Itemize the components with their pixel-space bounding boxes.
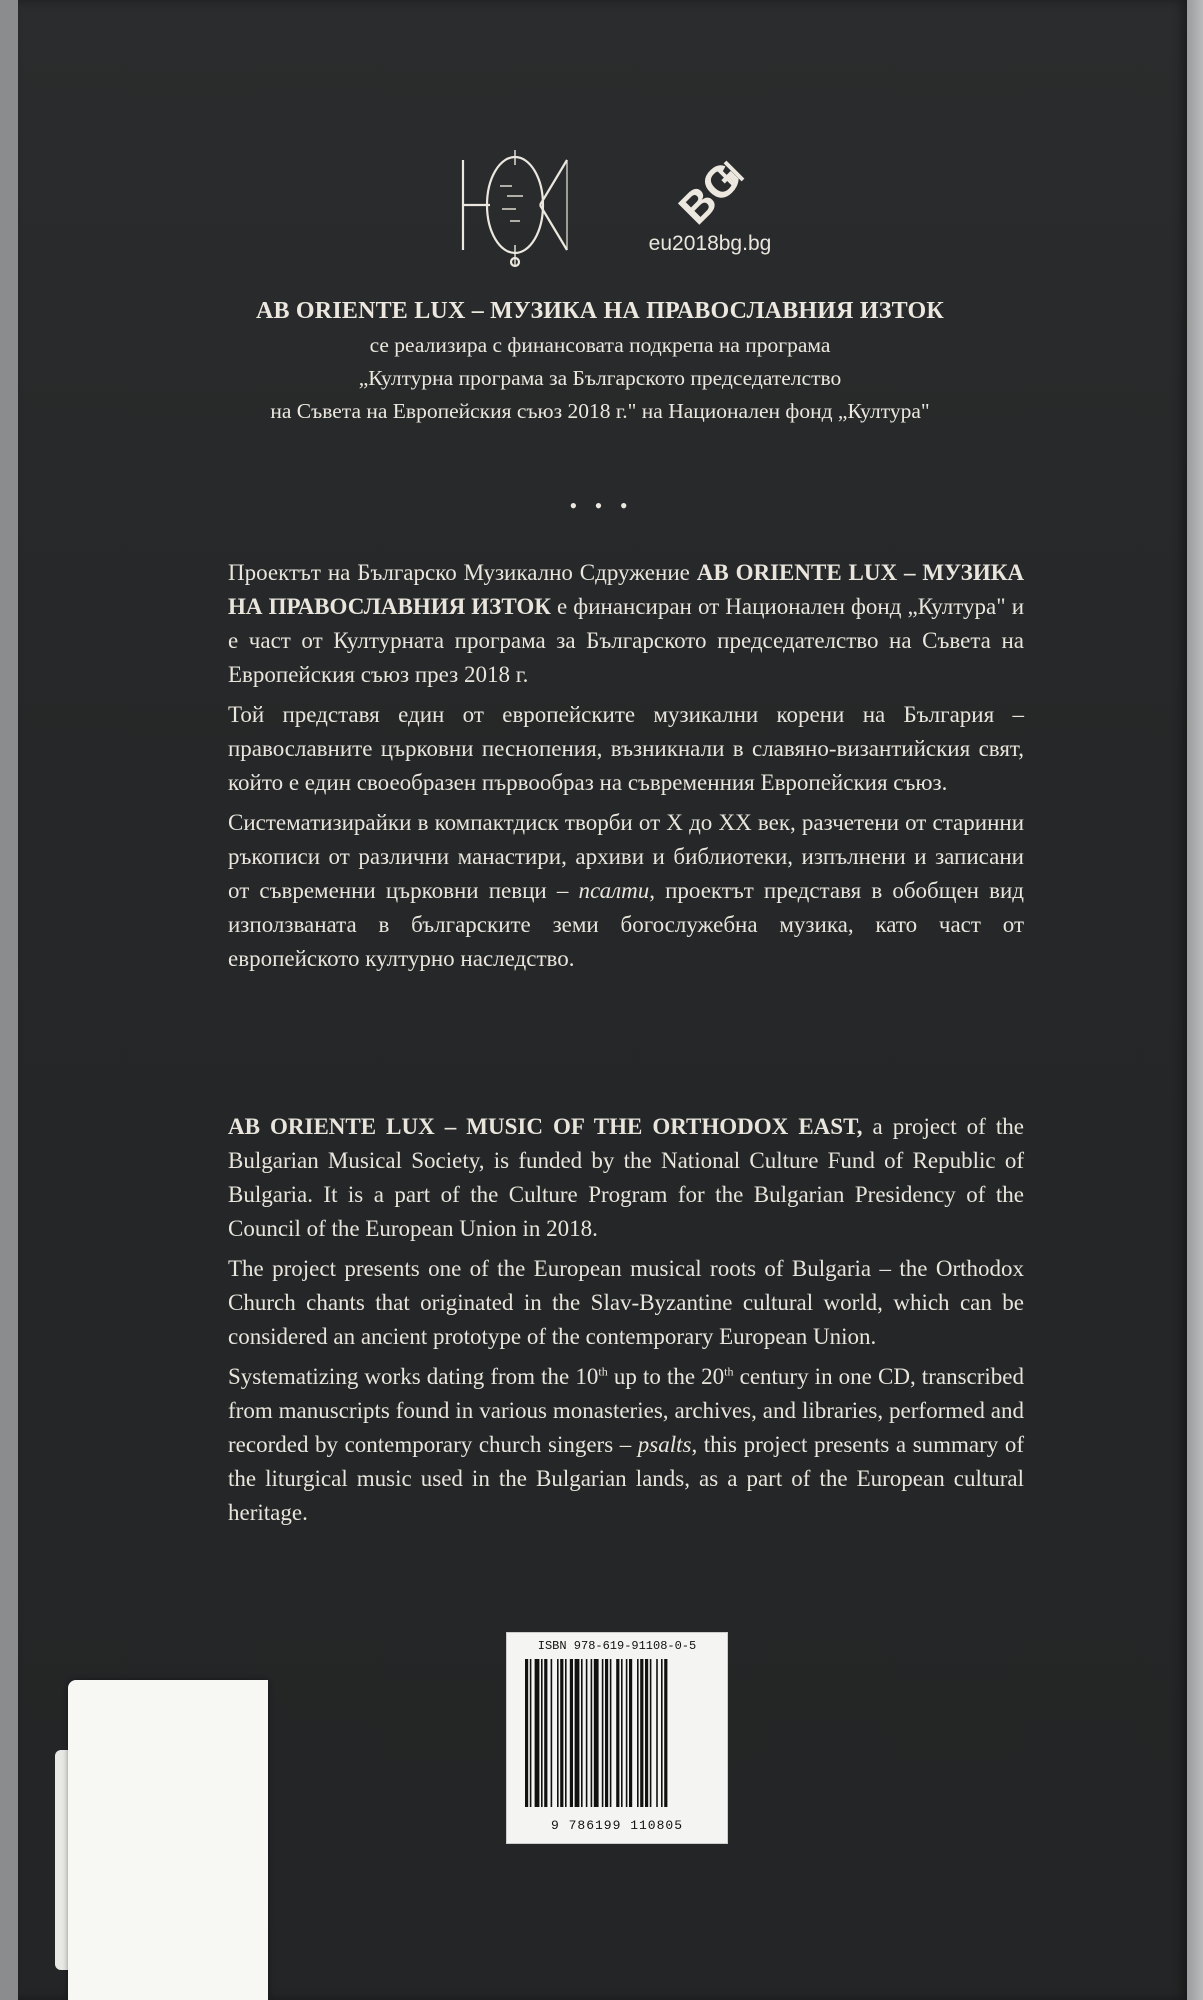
en-p3-sup-1: th bbox=[598, 1364, 608, 1379]
bulgarian-text bbox=[228, 556, 1024, 982]
bg-paragraph-2: Той представя един от европейските музикални корени на България – православните църковни песнопения, възникнали в славяно-византийския свят, който е един своеобразен първообраз на съвременния Европейския съюз. bbox=[228, 702, 1024, 795]
website-url: eu2018bg.bg bbox=[648, 232, 772, 255]
bg-paragraph-1 bbox=[228, 556, 1024, 692]
heading-line-2: „Културна програма за Българското председателство bbox=[358, 366, 842, 390]
bg-p3-text-end: , проектът представя в обобщен вид използваната в българските земи богослужебна музика, като част от европейското културно наследство. bbox=[228, 878, 1024, 971]
en-p1-project-name: AB ORIENTE LUX – MUSIC OF THE ORTHODOX EAST, bbox=[228, 1114, 863, 1139]
en-paragraph-3 bbox=[228, 1360, 1024, 1530]
heading-line-3: на Съвета на Европейския съюз 2018 г." на Национален фонд „Култура" bbox=[270, 399, 930, 423]
bg-p1-text: Проектът на Българско Музикално Сдружение bbox=[228, 560, 697, 585]
heading-title: AB ORIENTE LUX – МУЗИКА НА ПРАВОСЛАВНИЯ ИЗТОК bbox=[255, 298, 944, 324]
en-paragraph-2: The project presents one of the European musical roots of Bulgaria – the Orthodox Church chants that originated in the Slav-Byzantine cultural world, which can be considered an ancient prototype of the contemporary European Union. bbox=[228, 1256, 1024, 1349]
en-p1-text: a project of the Bulgarian Musical Society, is funded by the National Culture Fund of Republic of Bulgaria. It is a part of the Culture Program for the Bulgarian Presidency of the Council of the European Union in 2018. bbox=[228, 1114, 1024, 1241]
isbn-number: ISBN 978-619-91108-0-5 bbox=[537, 1639, 697, 1653]
bg-presidency-logo bbox=[655, 150, 755, 240]
separator-dots: • • • bbox=[569, 493, 634, 518]
svg-text:BG: BG bbox=[669, 152, 751, 234]
en-p3-text-2: up to the 20 bbox=[607, 1364, 725, 1389]
en-p3-italic: psalts bbox=[637, 1432, 692, 1457]
en-p3-sup-2: th bbox=[724, 1364, 734, 1379]
en-p3-text-3: century in one CD, transcribed from manuscripts found in various monasteries, archives, and libraries, performed and recorded by contemporary church singers – bbox=[228, 1364, 1024, 1457]
bg-p3-italic: псалти bbox=[578, 878, 650, 903]
logos-row bbox=[0, 140, 1203, 280]
bg-p3-text: Систематизирайки в компактдиск творби от X до XX век, разчетени от старинни ръкописи от различни манастири, архиви и библиотеки, изпълнени и записани от съвременни църковни певци – bbox=[228, 810, 1024, 903]
heading-line-1: се реализира с финансовата подкрепа на програма bbox=[369, 333, 831, 357]
project-heading bbox=[150, 298, 1050, 424]
barcode-bars bbox=[525, 1659, 711, 1807]
bg-p1-text-end: е финансиран от Национален фонд „Култура" и е част от Културната програма за Българското председателство на Съвета на Европейския съюз през 2018 г. bbox=[228, 594, 1025, 687]
isbn-barcode bbox=[506, 1632, 728, 1844]
bg-p1-project-name: AB ORIENTE LUX – МУЗИКА НА ПРАВОСЛАВНИЯ ИЗТОК bbox=[228, 560, 1024, 619]
label-sticker bbox=[68, 1680, 268, 2000]
en-p3-text-end: , this project presents a summary of the liturgical music used in the Bulgarian lands, as a part of the European cultural heritage. bbox=[228, 1432, 1025, 1525]
bg-paragraph-3 bbox=[228, 806, 1024, 976]
hok-logo bbox=[455, 140, 575, 270]
english-text bbox=[228, 1110, 1024, 1536]
en-paragraph-1 bbox=[228, 1110, 1024, 1246]
background-edge bbox=[1187, 0, 1203, 2000]
en-p3-text: Systematizing works dating from the 10 bbox=[228, 1364, 599, 1389]
barcode-digits: 9 786199 110805 bbox=[550, 1818, 684, 1833]
